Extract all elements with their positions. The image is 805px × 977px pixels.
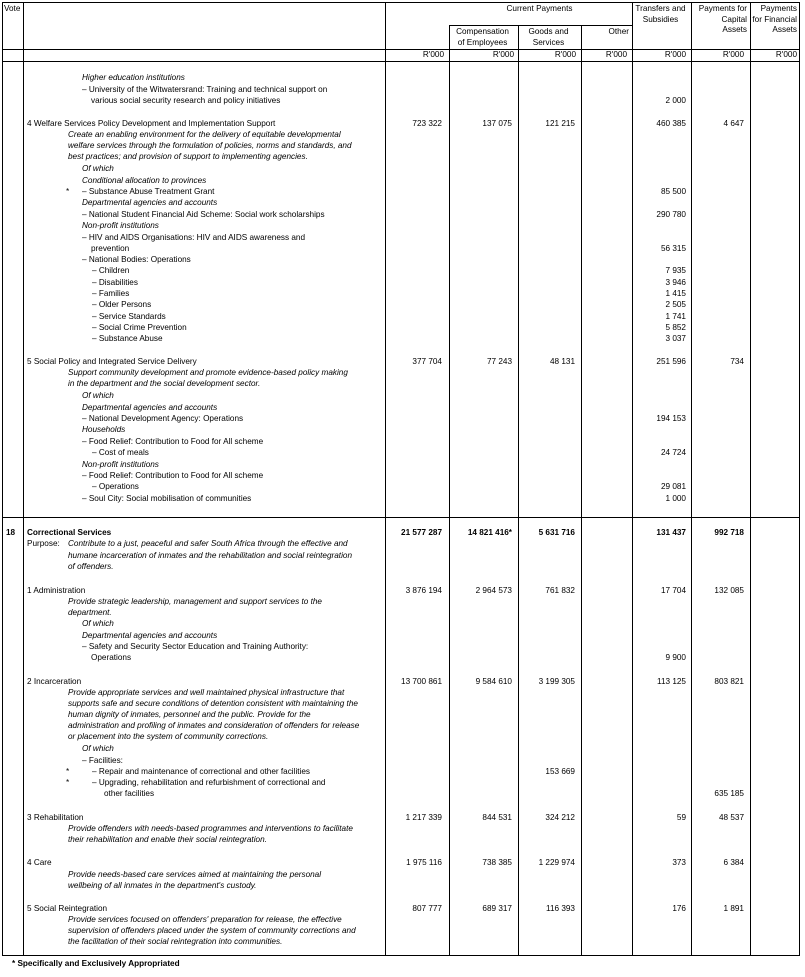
amount-cell: 194 153 xyxy=(656,414,686,423)
line-item-text: Purpose: xyxy=(27,539,60,548)
amount-cell: 113 125 xyxy=(657,677,686,686)
amount-cell: 5 852 xyxy=(665,323,686,332)
amount-cell: 3 037 xyxy=(665,334,686,343)
amount-cell: 121 215 xyxy=(545,119,575,128)
amount-cell: 3 199 305 xyxy=(538,677,575,686)
amount-cell: 5 631 716 xyxy=(538,528,575,537)
amount-cell: 689 317 xyxy=(482,904,512,913)
line-item-text: other facilities xyxy=(104,789,155,798)
compensation-header: Compensation of Employees xyxy=(456,27,509,47)
amount-cell: 723 322 xyxy=(412,119,442,128)
col-rule xyxy=(449,25,450,955)
line-item-text: in the department and the social development sector. xyxy=(68,379,261,388)
line-item-text: 18 xyxy=(6,528,16,537)
amount-cell: 131 437 xyxy=(656,528,686,537)
col-rule xyxy=(385,3,386,955)
unit-label: R'000 xyxy=(605,50,627,59)
line-item-text: 4 Welfare Services Policy Development and Implementation Support xyxy=(27,119,276,128)
amount-cell: 377 704 xyxy=(412,357,442,366)
line-item-text: Provide strategic leadership, management and support services to the xyxy=(68,597,322,606)
line-item-text: – University of the Witwatersrand: Training and technical support on xyxy=(82,85,328,94)
line-item-text: Households xyxy=(82,425,126,434)
line-item-text: Departmental agencies and accounts xyxy=(82,403,218,412)
amount-cell: 992 718 xyxy=(714,528,744,537)
line-item-text: supervision of offenders placed under the system of community corrections and xyxy=(68,926,356,935)
subheader-rule xyxy=(449,25,632,26)
line-item-text: Provide offenders with needs-based programmes and interventions to facilitate xyxy=(68,824,353,833)
line-item-text: prevention xyxy=(91,244,130,253)
amount-cell: 29 081 xyxy=(660,482,686,491)
line-item-text: humane incarceration of inmates and the rehabilitation and social reintegration xyxy=(68,551,353,560)
line-item-text: Non-profit institutions xyxy=(82,460,159,469)
line-item-text: 1 Administration xyxy=(27,586,86,595)
amount-cell: 48 537 xyxy=(718,813,744,822)
footnote: * Specifically and Exclusively Appropriated xyxy=(12,959,180,968)
line-item-text: Higher education institutions xyxy=(82,73,185,82)
financial-assets-header: Payments for Financial Assets xyxy=(752,4,797,34)
amount-cell: 803 821 xyxy=(714,677,744,686)
amount-cell: 153 669 xyxy=(545,767,575,776)
line-item-text: Conditional allocation to provinces xyxy=(82,176,207,185)
amount-cell: 2 964 573 xyxy=(475,586,512,595)
line-item-text: Provide appropriate services and well maintained physical infrastructure that xyxy=(68,688,345,697)
amount-cell: 48 131 xyxy=(549,357,575,366)
line-item-text: Operations xyxy=(91,653,132,662)
line-item-text: Departmental agencies and accounts xyxy=(82,198,218,207)
line-item-text: Of which xyxy=(82,744,114,753)
col-rule xyxy=(581,25,582,955)
amount-cell: 56 315 xyxy=(660,244,686,253)
line-item-text: – Social Crime Prevention xyxy=(92,323,187,332)
line-item-text: * xyxy=(66,767,70,776)
line-item-text: Support community development and promote evidence-based policy making xyxy=(68,368,348,377)
amount-cell: 1 229 974 xyxy=(538,858,575,867)
line-item-text: Non-profit institutions xyxy=(82,221,159,230)
amount-cell: 761 832 xyxy=(545,586,575,595)
capital-assets-header: Payments for Capital Assets xyxy=(698,4,747,34)
line-item-text: – Children xyxy=(92,266,130,275)
line-item-text: Of which xyxy=(82,619,114,628)
amount-cell: 59 xyxy=(676,813,686,822)
unit-label: R'000 xyxy=(664,50,686,59)
line-item-text: Provide services focused on offenders' preparation for release, the effective xyxy=(68,915,342,924)
line-item-text: the facilitation of their social reintegration into communities. xyxy=(68,937,283,946)
unit-label: R'000 xyxy=(492,50,514,59)
line-item-text: – Cost of meals xyxy=(92,448,149,457)
col-rule xyxy=(691,3,692,955)
line-item-text: of offenders. xyxy=(68,562,114,571)
line-item-text: Provide needs-based care services aimed at maintaining the personal xyxy=(68,870,322,879)
line-item-text: – National Student Financial Aid Scheme: Social work scholarships xyxy=(82,210,325,219)
line-item-text: – Operations xyxy=(92,482,139,491)
line-item-text: – HIV and AIDS Organisations: HIV and AIDS awareness and xyxy=(82,233,306,242)
line-item-text: 2 Incarceration xyxy=(27,677,82,686)
line-item-text: Departmental agencies and accounts xyxy=(82,631,218,640)
amount-cell: 14 821 416* xyxy=(467,528,512,537)
col-rule xyxy=(750,3,751,955)
line-item-text: 4 Care xyxy=(27,858,52,867)
line-item-text: – Families xyxy=(92,289,130,298)
amount-cell: 290 780 xyxy=(656,210,686,219)
line-item-text: – Food Relief: Contribution to Food for All scheme xyxy=(82,471,264,480)
line-item-text: – Food Relief: Contribution to Food for All scheme xyxy=(82,437,264,446)
amount-cell: 137 075 xyxy=(482,119,512,128)
amount-cell: 3 946 xyxy=(665,278,686,287)
line-item-text: – Service Standards xyxy=(92,312,166,321)
line-item-text: department. xyxy=(68,608,112,617)
line-item-text: Contribute to a just, peaceful and safer South Africa through the effective and xyxy=(68,539,348,548)
line-item-text: – Safety and Security Sector Education and Training Authority: xyxy=(82,642,309,651)
amount-cell: 77 243 xyxy=(486,357,512,366)
line-item-text: – National Development Agency: Operations xyxy=(82,414,244,423)
amount-cell: 116 393 xyxy=(546,904,575,913)
line-item-text: 5 Social Policy and Integrated Service Delivery xyxy=(27,357,197,366)
amount-cell: 9 584 610 xyxy=(475,677,512,686)
line-item-text: best practices; and provision of support to implementing agencies. xyxy=(68,152,308,161)
unit-label: R'000 xyxy=(775,50,797,59)
amount-cell: 176 xyxy=(672,904,686,913)
col-rule xyxy=(23,3,24,955)
amount-cell: 1 891 xyxy=(723,904,744,913)
amount-cell: 1 415 xyxy=(665,289,686,298)
amount-cell: 85 500 xyxy=(660,187,686,196)
line-item-text: 5 Social Reintegration xyxy=(27,904,108,913)
line-item-text: – Repair and maintenance of correctional and other facilities xyxy=(92,767,311,776)
amount-cell: 2 505 xyxy=(665,300,686,309)
transfers-header: Transfers and Subsidies xyxy=(635,4,686,24)
line-item-text: * xyxy=(66,778,70,787)
amount-cell: 807 777 xyxy=(412,904,442,913)
line-item-text: Of which xyxy=(82,164,114,173)
col-rule xyxy=(518,25,519,955)
col-rule xyxy=(632,3,633,955)
section-rule xyxy=(3,517,799,518)
amount-cell: 734 xyxy=(730,357,744,366)
amount-cell: 4 647 xyxy=(723,119,744,128)
amount-cell: 1 741 xyxy=(665,312,686,321)
goods-services-header: Goods and Services xyxy=(528,27,569,47)
line-item-text: 3 Rehabilitation xyxy=(27,813,84,822)
line-item-text: their rehabilitation and enable their social reintegration. xyxy=(68,835,267,844)
line-item-text: – Older Persons xyxy=(92,300,152,309)
line-item-text: * xyxy=(66,187,70,196)
unit-label: R'000 xyxy=(422,50,444,59)
other-header: Other xyxy=(608,27,629,36)
line-item-text: Correctional Services xyxy=(27,528,112,537)
amount-cell: 324 212 xyxy=(545,813,575,822)
line-item-text: or placement into the system of community corrections. xyxy=(68,732,269,741)
amount-cell: 3 876 194 xyxy=(405,586,442,595)
unit-label: R'000 xyxy=(554,50,576,59)
amount-cell: 13 700 861 xyxy=(401,677,442,686)
line-item-text: – Upgrading, rehabilitation and refurbishment of correctional and xyxy=(92,778,326,787)
line-item-text: – National Bodies: Operations xyxy=(82,255,191,264)
line-item-text: – Substance Abuse xyxy=(92,334,163,343)
amount-cell: 1 975 116 xyxy=(406,858,442,867)
line-item-text: administration and profiling of inmates and consideration of offenders for release xyxy=(68,721,360,730)
amount-cell: 132 085 xyxy=(714,586,744,595)
amount-cell: 460 385 xyxy=(656,119,686,128)
current-payments-header: Current Payments xyxy=(506,4,573,13)
unit-label: R'000 xyxy=(722,50,744,59)
amount-cell: 738 385 xyxy=(482,858,512,867)
line-item-text: Create an enabling environment for the delivery of equitable developmental xyxy=(68,130,341,139)
line-item-text: – Soul City: Social mobilisation of communities xyxy=(82,494,252,503)
amount-cell: 9 900 xyxy=(665,653,686,662)
line-item-text: Of which xyxy=(82,391,114,400)
line-item-text: – Facilities: xyxy=(82,756,123,765)
line-item-text: welfare services through the formulation of policies, norms and standards, and xyxy=(68,141,352,150)
line-item-text: various social security research and policy initiatives xyxy=(91,96,281,105)
line-item-text: wellbeing of all inmates in the department's custody. xyxy=(68,881,257,890)
amount-cell: 251 596 xyxy=(656,357,686,366)
amount-cell: 1 000 xyxy=(665,494,686,503)
amount-cell: 844 531 xyxy=(482,813,512,822)
line-item-text: – Disabilities xyxy=(92,278,138,287)
amount-cell: 6 384 xyxy=(723,858,744,867)
line-item-text: – Substance Abuse Treatment Grant xyxy=(82,187,215,196)
line-item-text: supports safe and secure conditions of detention consistent with maintaining the xyxy=(68,699,358,708)
unit-rule xyxy=(3,61,799,62)
amount-cell: 17 704 xyxy=(660,586,686,595)
amount-cell: 2 000 xyxy=(665,96,686,105)
vote-header: Vote xyxy=(4,4,21,13)
amount-cell: 1 217 339 xyxy=(405,813,442,822)
amount-cell: 373 xyxy=(672,858,686,867)
amount-cell: 7 935 xyxy=(665,266,686,275)
amount-cell: 21 577 287 xyxy=(401,528,442,537)
amount-cell: 24 724 xyxy=(660,448,686,457)
line-item-text: human dignity of inmates, personnel and the public. Provide for the xyxy=(68,710,311,719)
amount-cell: 635 185 xyxy=(714,789,744,798)
